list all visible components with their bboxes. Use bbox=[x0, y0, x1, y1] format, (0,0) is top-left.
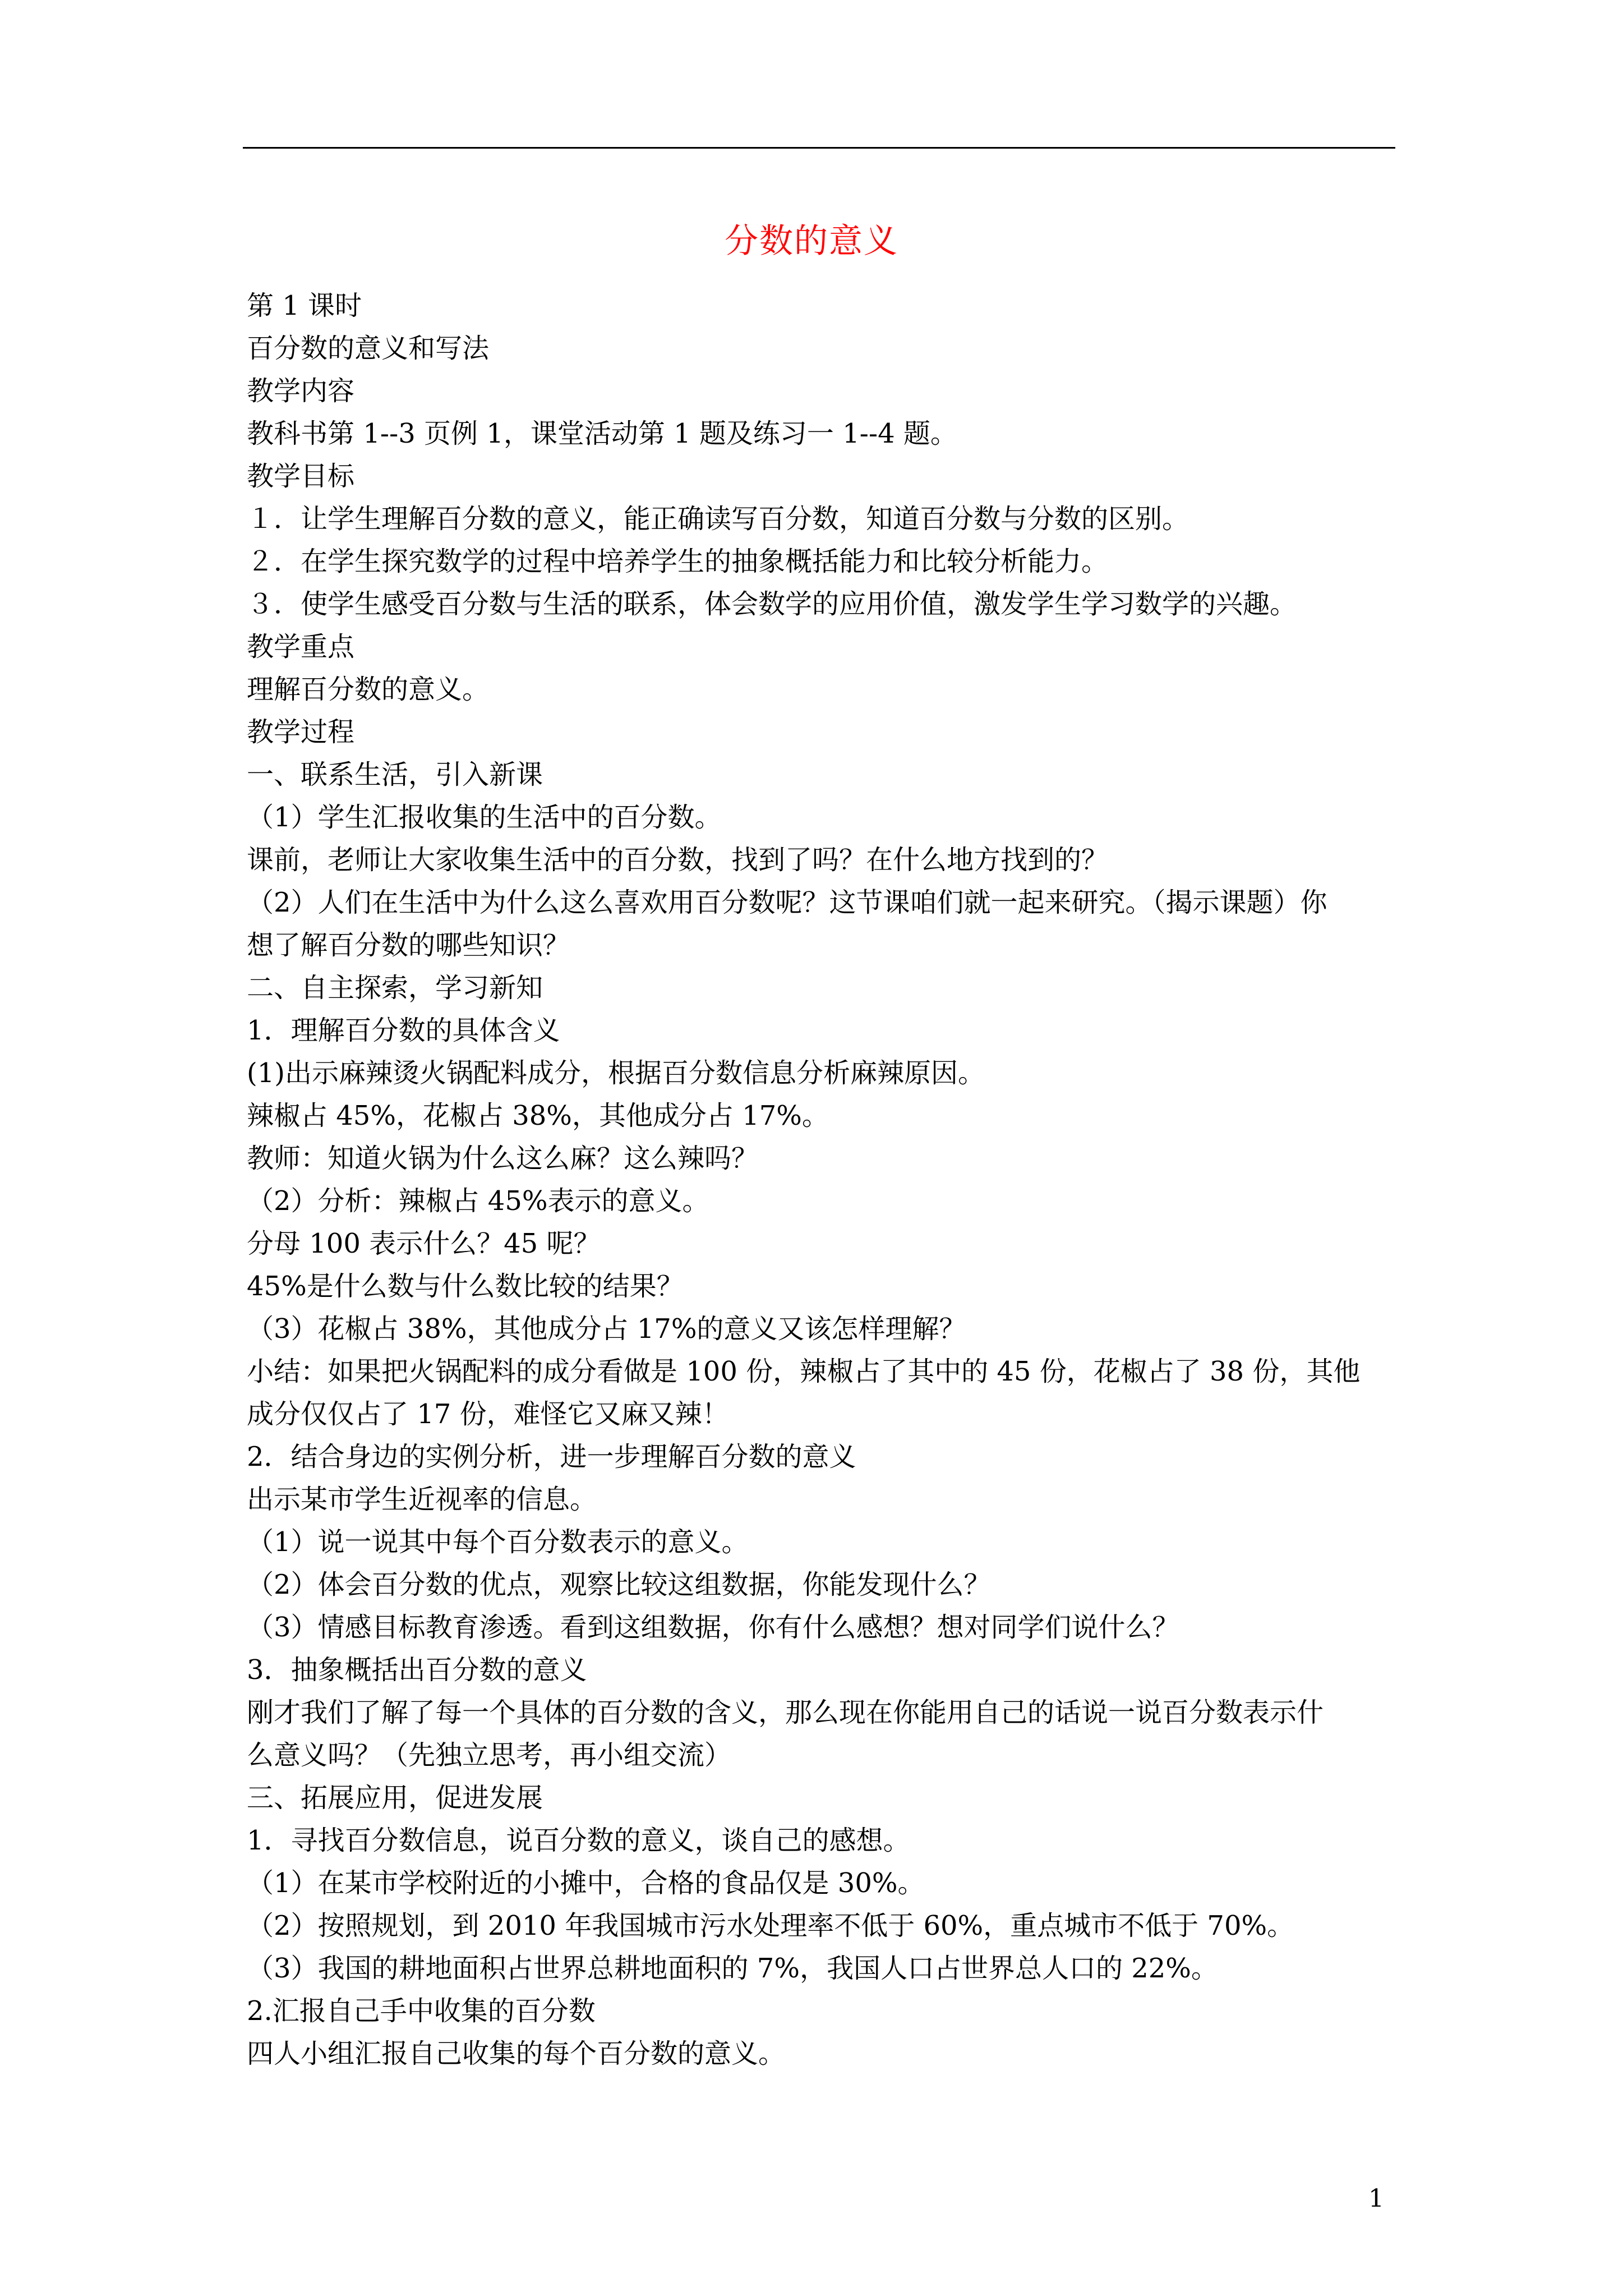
text-line: （2）按照规划，到 2010 年我国城市污水处理率不低于 60%，重点城市不低于 70%。 bbox=[247, 1910, 1294, 1941]
text-line: （3）我国的耕地面积占世界总耕地面积的 7%，我国人口占世界总人口的 22%。 bbox=[247, 1953, 1218, 1984]
text-line: 分母 100 表示什么？45 呢？ bbox=[247, 1228, 601, 1259]
text-line: 一、联系生活，引入新课 bbox=[247, 759, 543, 790]
text-line: 出示某市学生近视率的信息。 bbox=[247, 1484, 597, 1515]
text-line: （2）体会百分数的优点，观察比较这组数据，你能发现什么？ bbox=[247, 1569, 991, 1600]
text-line: 理解百分数的意义。 bbox=[247, 674, 490, 705]
text-line: ３．使学生感受百分数与生活的联系，体会数学的应用价值，激发学生学习数学的兴趣。 bbox=[247, 588, 1297, 620]
text-line: 2.汇报自己手中收集的百分数 bbox=[247, 1995, 596, 2027]
page-number: 1 bbox=[1368, 2184, 1384, 2213]
text-line: 小结：如果把火锅配料的成分看做是 100 份，辣椒占了其中的 45 份，花椒占了 38 份，其他 bbox=[247, 1356, 1361, 1387]
text-line: 1．寻找百分数信息，说百分数的意义，谈自己的感想。 bbox=[247, 1825, 910, 1856]
text-line: 第 1 课时 bbox=[247, 290, 362, 321]
text-line: 2．结合身边的实例分析，进一步理解百分数的意义 bbox=[247, 1441, 856, 1473]
text-line: 教学目标 bbox=[247, 461, 355, 492]
text-line: （2）分析：辣椒占 45%表示的意义。 bbox=[247, 1185, 709, 1217]
text-line: （1）在某市学校附近的小摊中，合格的食品仅是 30%。 bbox=[247, 1867, 925, 1899]
document-title: 分数的意义 bbox=[725, 222, 898, 261]
text-line: （1）学生汇报收集的生活中的百分数。 bbox=[247, 802, 722, 833]
text-line: 1．理解百分数的具体含义 bbox=[247, 1015, 560, 1046]
text-line: 教学内容 bbox=[247, 375, 355, 407]
text-line: 四人小组汇报自己收集的每个百分数的意义。 bbox=[247, 2038, 786, 2069]
text-line: 3．抽象概括出百分数的意义 bbox=[247, 1654, 587, 1686]
text-line: ２．在学生探究数学的过程中培养学生的抽象概括能力和比较分析能力。 bbox=[247, 546, 1109, 577]
text-line: 课前，老师让大家收集生活中的百分数，找到了吗？在什么地方找到的？ bbox=[247, 844, 1109, 876]
document-body bbox=[247, 284, 1396, 2075]
text-line: （3）花椒占 38%，其他成分占 17%的意义又该怎样理解？ bbox=[247, 1313, 966, 1345]
text-line: （2）人们在生活中为什么这么喜欢用百分数呢？这节课咱们就一起来研究。（揭示课题）你 bbox=[247, 887, 1327, 918]
text-line: 成分仅仅占了 17 份，难怪它又麻又辣！ bbox=[247, 1398, 729, 1430]
text-line: 教学过程 bbox=[247, 716, 355, 748]
text-line: 刚才我们了解了每一个具体的百分数的含义，那么现在你能用自己的话说一说百分数表示什 bbox=[247, 1697, 1324, 1728]
text-line: 教师：知道火锅为什么这么麻？这么辣吗？ bbox=[247, 1143, 759, 1174]
text-line: (1)出示麻辣烫火锅配料成分，根据百分数信息分析麻辣原因。 bbox=[247, 1057, 985, 1089]
text-line: 百分数的意义和写法 bbox=[247, 333, 490, 364]
text-line: １．让学生理解百分数的意义，能正确读写百分数，知道百分数与分数的区别。 bbox=[247, 503, 1189, 535]
text-line: 教学重点 bbox=[247, 631, 355, 662]
text-line: 辣椒占 45%，花椒占 38%，其他成分占 17%。 bbox=[247, 1100, 829, 1131]
text-line: 45%是什么数与什么数比较的结果？ bbox=[247, 1271, 684, 1302]
header-rule bbox=[243, 147, 1395, 149]
text-line: （1）说一说其中每个百分数表示的意义。 bbox=[247, 1526, 749, 1558]
text-line: 三、拓展应用，促进发展 bbox=[247, 1782, 543, 1814]
text-line: （3）情感目标教育渗透。看到这组数据，你有什么感想？想对同学们说什么？ bbox=[247, 1612, 1179, 1643]
text-line: 想了解百分数的哪些知识？ bbox=[247, 930, 570, 961]
text-line: 教科书第 1--3 页例 1，课堂活动第 1 题及练习一 1--4 题。 bbox=[247, 418, 957, 449]
text-line: 么意义吗？（先独立思考，再小组交流） bbox=[247, 1740, 732, 1771]
text-line: 二、自主探索，学习新知 bbox=[247, 972, 543, 1004]
